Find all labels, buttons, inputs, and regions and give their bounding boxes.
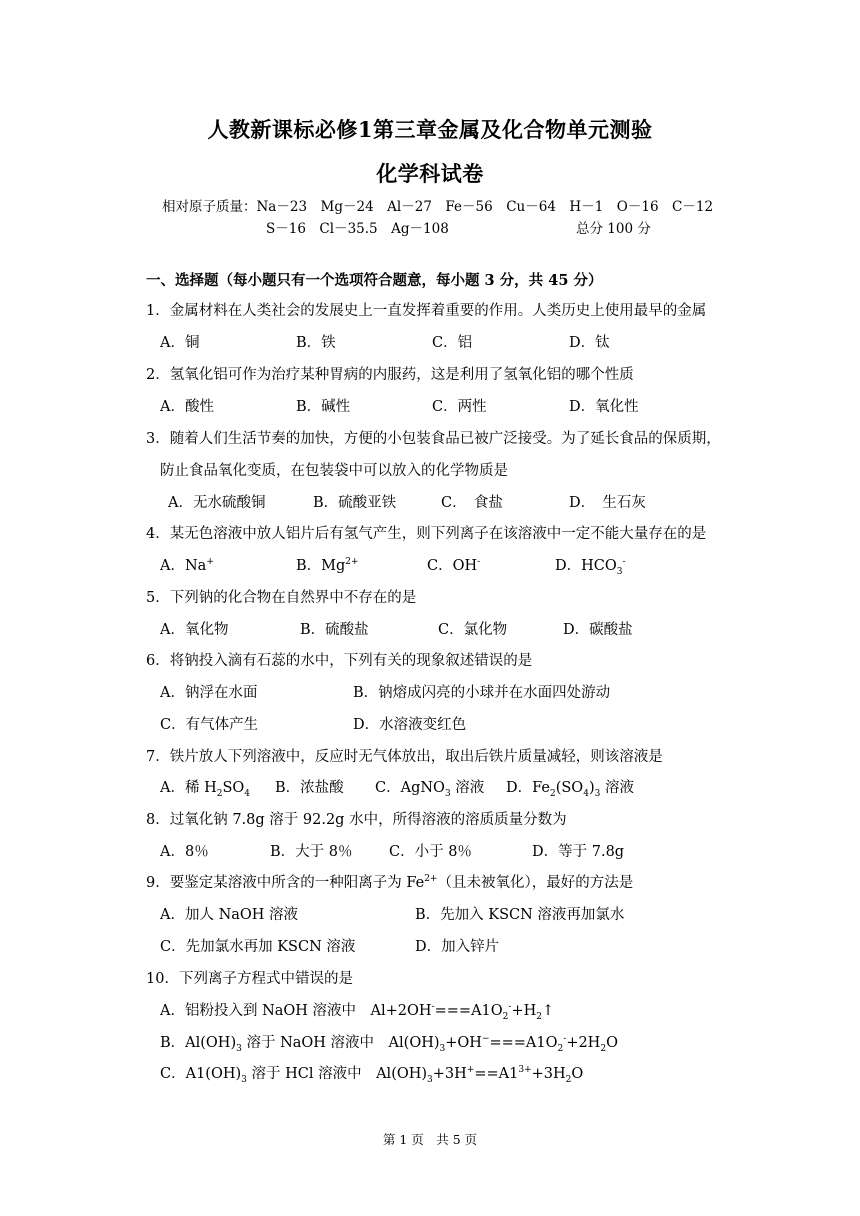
question-6-option-a: A．钠浮在水面 bbox=[160, 685, 258, 701]
subscript: 3 bbox=[241, 1074, 247, 1085]
subscript: 2 bbox=[549, 788, 556, 799]
question-7-option-b: B．浓盐酸 bbox=[275, 780, 344, 796]
superscript: - bbox=[563, 1034, 567, 1045]
question-3-option-c: C． 食盐 bbox=[441, 495, 503, 511]
option-text: ==A1 bbox=[474, 1066, 519, 1082]
subscript: 2 bbox=[600, 1043, 607, 1054]
question-9-option-b: B．先加入 KSCN 溶液再加氯水 bbox=[415, 907, 625, 923]
option-text: (SO bbox=[555, 780, 584, 796]
question-1-option-d: D．钛 bbox=[569, 335, 610, 351]
option-text: A．铝粉投入到 NaOH 溶液中 Al+2OH bbox=[160, 1003, 432, 1019]
option-text: C．A1(OH) bbox=[160, 1066, 242, 1082]
question-4-option-a bbox=[160, 557, 214, 575]
superscript: - bbox=[622, 557, 626, 568]
option-text: A．Na bbox=[160, 558, 207, 574]
question-8-option-d: D．等于 7.8g bbox=[532, 844, 625, 860]
question-1-option-a: A．铜 bbox=[160, 335, 200, 351]
subscript: 2 bbox=[536, 1011, 542, 1022]
option-text: ===A1O bbox=[489, 1035, 558, 1051]
option-text: ===A1O bbox=[434, 1003, 503, 1019]
page-title: 人教新课标必修1第三章金属及化合物单元测验 bbox=[207, 117, 653, 142]
question-7-option-c bbox=[375, 779, 484, 797]
superscript: - bbox=[477, 557, 481, 568]
subscript: 2 bbox=[502, 1011, 509, 1022]
question-9-option-d: D．加入锌片 bbox=[415, 939, 500, 955]
subscript: 4 bbox=[244, 788, 251, 799]
question-1-stem: 1．金属材料在人类社会的发展史上一直发挥着重要的作用。人类历史上使用最早的金属 bbox=[146, 303, 707, 319]
option-text: +OH bbox=[445, 1035, 482, 1051]
question-6-option-b: B．钠熔成闪亮的小球并在水面四处游动 bbox=[353, 685, 611, 701]
atomic-masses-line1: 相对原子质量：Na－23 Mg－24 Al－27 Fe－56 Cu－64 H－1 O－16 C－12 bbox=[162, 199, 714, 215]
subscript: 2 bbox=[557, 1043, 564, 1054]
subscript: 3 bbox=[444, 788, 451, 799]
question-7-stem: 7．铁片放人下列溶液中，反应时无气体放出，取出后铁片质量减轻，则该溶液是 bbox=[146, 749, 663, 765]
option-text: D．Fe bbox=[506, 780, 550, 796]
question-9-stem bbox=[146, 874, 633, 892]
stem-text: （且未被氧化），最好的方法是 bbox=[437, 875, 634, 891]
option-text: SO bbox=[222, 780, 245, 796]
option-text: C．AgNO bbox=[375, 780, 445, 796]
question-2-option-d: D．氧化性 bbox=[569, 399, 639, 415]
total-score: 总分 100 分 bbox=[576, 221, 651, 237]
question-1-option-c: C．铝 bbox=[432, 335, 473, 351]
question-7-option-d bbox=[506, 779, 634, 797]
question-8-option-a: A．8％ bbox=[160, 844, 209, 860]
question-4-option-c bbox=[427, 557, 480, 575]
option-text: B．Al(OH) bbox=[160, 1035, 237, 1051]
superscript: - bbox=[508, 1002, 512, 1013]
question-3-option-b: B．硫酸亚铁 bbox=[313, 495, 397, 511]
question-4-option-d bbox=[555, 557, 626, 575]
subscript: 2 bbox=[565, 1074, 572, 1085]
question-2-option-b: B．碱性 bbox=[296, 399, 351, 415]
question-8-option-c: C．小于 8％ bbox=[389, 844, 472, 860]
question-5-option-c: C．氯化物 bbox=[438, 622, 508, 638]
subscript: 3 bbox=[236, 1043, 242, 1054]
question-3-option-d: D． 生石灰 bbox=[569, 495, 646, 511]
option-text: B．Mg bbox=[296, 558, 346, 574]
subscript: 4 bbox=[583, 788, 589, 799]
superscript: − bbox=[481, 1034, 490, 1045]
option-text: A．稀 H bbox=[160, 780, 217, 796]
question-10-stem: 10．下列离子方程式中错误的是 bbox=[146, 971, 353, 987]
question-6-option-d: D．水溶液变红色 bbox=[353, 717, 467, 733]
question-9-option-c: C．先加氯水再加 KSCN 溶液 bbox=[160, 939, 356, 955]
question-5-stem: 5．下列钠的化合物在自然界中不存在的是 bbox=[146, 590, 417, 606]
question-3-stem-line2: 防止食品氧化变质，在包装袋中可以放入的化学物质是 bbox=[160, 463, 508, 479]
subscript: 3 bbox=[427, 1074, 433, 1085]
page-subtitle: 化学科试卷 bbox=[376, 161, 484, 186]
question-4-option-b bbox=[296, 557, 359, 575]
question-8-stem: 8．过氧化钠 7.8g 溶于 92.2g 水中，所得溶液的溶质质量分数为 bbox=[146, 812, 567, 828]
section-heading: 一、选择题（每小题只有一个选项符合题意，每小题 3 分，共 45 分） bbox=[146, 272, 603, 289]
question-10-option-c bbox=[160, 1065, 583, 1083]
option-text: C．OH bbox=[427, 558, 478, 574]
question-3-stem-line1: 3．随着人们生活节奏的加快，方便的小包装食品已被广泛接受。为了延长食品的保质期， bbox=[146, 431, 721, 447]
option-text: +3H bbox=[432, 1066, 467, 1082]
question-3-option-a: A．无水硫酸铜 bbox=[168, 495, 266, 511]
question-5-option-d: D．碳酸盐 bbox=[563, 622, 633, 638]
superscript: + bbox=[466, 1065, 475, 1076]
option-text: 溶于 NaOH 溶液中 Al(OH) bbox=[241, 1035, 440, 1051]
option-text: +3H bbox=[531, 1066, 566, 1082]
superscript: 2+ bbox=[345, 557, 359, 568]
question-10-option-b bbox=[160, 1034, 618, 1052]
option-text: 溶于 HCl 溶液中 Al(OH) bbox=[246, 1066, 428, 1082]
subscript: 2 bbox=[216, 788, 223, 799]
question-2-stem: 2．氢氧化铝可作为治疗某种胃病的内服药，这是利用了氢氧化铝的哪个性质 bbox=[146, 367, 634, 383]
option-text: 溶液 bbox=[600, 780, 634, 796]
page-footer: 第 1 页 共 5 页 bbox=[382, 1132, 478, 1147]
option-text: ↑ bbox=[541, 1003, 555, 1019]
stem-text: 9．要鉴定某溶液中所含的一种阳离子为 Fe bbox=[146, 875, 425, 891]
option-text: 溶液 bbox=[450, 780, 485, 796]
subscript: 3 bbox=[616, 566, 623, 577]
atomic-masses-line2: S－16 Cl－35.5 Ag－108 bbox=[266, 221, 449, 237]
superscript: - bbox=[431, 1002, 435, 1013]
question-1-option-b: B．铁 bbox=[296, 335, 336, 351]
option-text: +H bbox=[511, 1003, 537, 1019]
question-5-option-a: A．氧化物 bbox=[160, 622, 229, 638]
subscript: 3 bbox=[594, 788, 601, 799]
question-6-stem: 6．将钠投入滴有石蕊的水中，下列有关的现象叙述错误的是 bbox=[146, 653, 533, 669]
superscript: + bbox=[206, 557, 214, 568]
question-9-option-a: A．加人 NaOH 溶液 bbox=[160, 907, 299, 923]
question-2-option-c: C．两性 bbox=[432, 399, 487, 415]
option-text: O bbox=[606, 1035, 618, 1051]
option-text: D．HCO bbox=[555, 558, 617, 574]
question-5-option-b: B．硫酸盐 bbox=[300, 622, 369, 638]
question-8-option-b: B．大于 8％ bbox=[270, 844, 353, 860]
question-7-option-a bbox=[160, 779, 250, 797]
subscript: 3 bbox=[439, 1043, 446, 1054]
question-4-stem: 4．某无色溶液中放人铝片后有氢气产生，则下列离子在该溶液中一定不能大量存在的是 bbox=[146, 526, 707, 542]
question-2-option-a: A．酸性 bbox=[160, 399, 214, 415]
option-text: +2H bbox=[566, 1035, 601, 1051]
option-text: ) bbox=[588, 780, 595, 796]
superscript: 3+ bbox=[518, 1065, 532, 1076]
superscript: 2+ bbox=[424, 874, 438, 885]
option-text: O bbox=[571, 1066, 584, 1082]
question-10-option-a bbox=[160, 1002, 554, 1020]
question-6-option-c: C．有气体产生 bbox=[160, 717, 259, 733]
